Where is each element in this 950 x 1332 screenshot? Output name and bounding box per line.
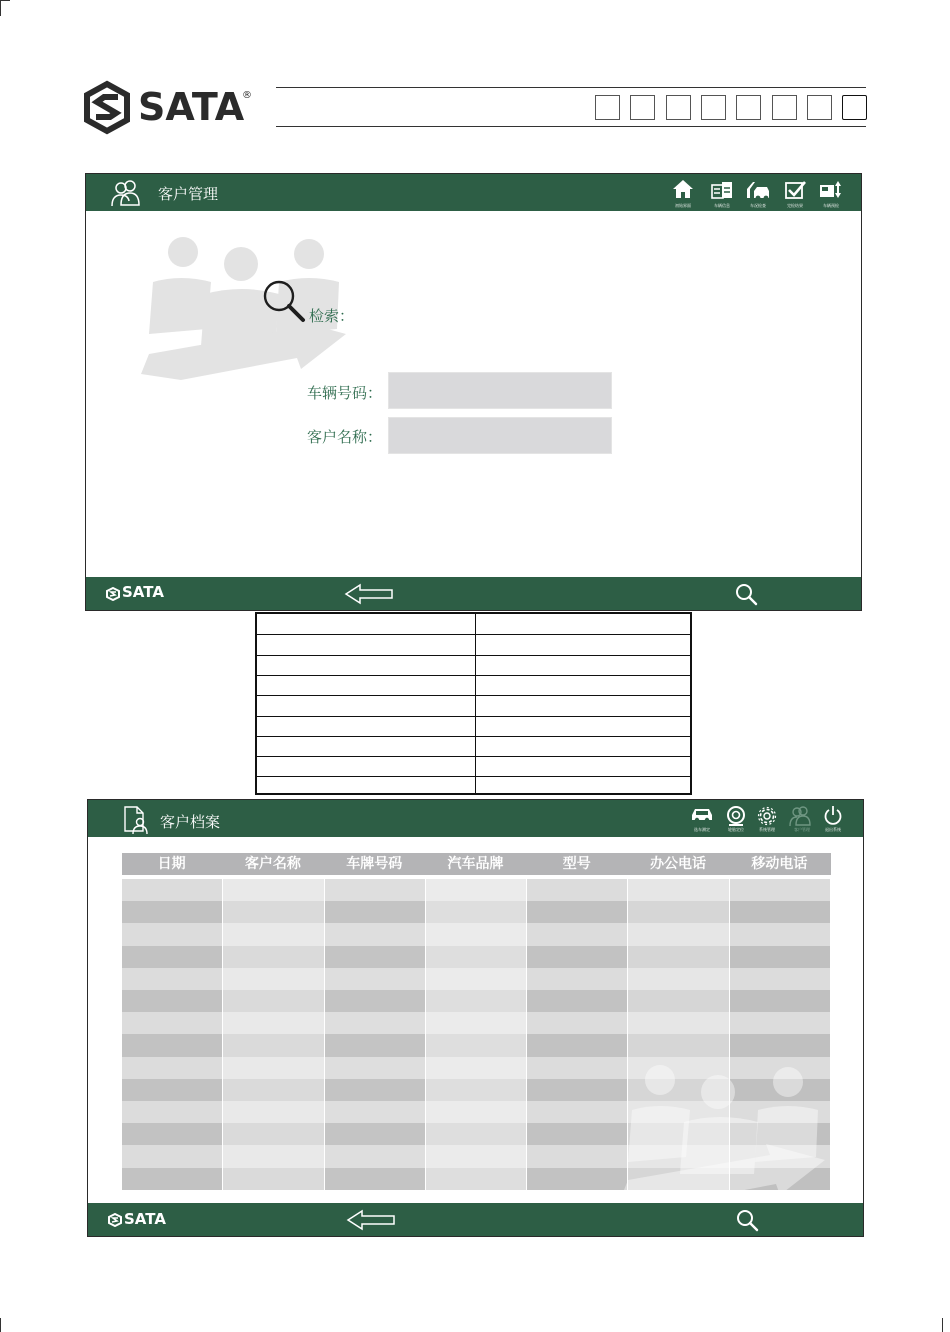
- column-header[interactable]: 移动电话: [751, 856, 808, 872]
- table-cell[interactable]: [426, 1145, 526, 1167]
- table-cell[interactable]: [122, 1079, 222, 1101]
- table-cell[interactable]: [730, 879, 830, 901]
- table-cell[interactable]: [223, 923, 323, 945]
- vehicle-check-caption: 车况检查: [750, 203, 766, 208]
- table-cell[interactable]: [628, 1034, 728, 1056]
- column-header[interactable]: 型号: [562, 856, 591, 872]
- people-watermark-icon: [620, 1062, 830, 1207]
- table-cell[interactable]: [122, 990, 222, 1012]
- crop-mark: [0, 0, 1, 16]
- table-cell[interactable]: [628, 879, 728, 901]
- customer-file-icon: [122, 805, 150, 835]
- power-icon[interactable]: [823, 805, 843, 825]
- table-row-line: [257, 655, 690, 656]
- table-cell[interactable]: [527, 879, 627, 901]
- table-cell[interactable]: [426, 1034, 526, 1056]
- table-cell[interactable]: [223, 1145, 323, 1167]
- table-cell[interactable]: [223, 1057, 323, 1079]
- crop-mark: [942, 1318, 943, 1332]
- plate-number-label: 车辆号码：: [307, 384, 383, 402]
- header-line-bottom: [276, 126, 866, 127]
- table-row-line: [257, 736, 690, 737]
- table-cell[interactable]: [122, 1034, 222, 1056]
- table-cell[interactable]: [730, 968, 830, 990]
- column-header[interactable]: 汽车品牌: [447, 856, 504, 872]
- table-cell[interactable]: [527, 1168, 627, 1190]
- customer-icon[interactable]: [789, 805, 813, 827]
- column-header[interactable]: 车牌号码: [346, 856, 403, 872]
- table-cell[interactable]: [426, 1012, 526, 1034]
- car-caption: 选车测定: [694, 827, 710, 832]
- table-cell[interactable]: [730, 1012, 830, 1034]
- table-cell[interactable]: [122, 901, 222, 923]
- column-header[interactable]: 日期: [157, 856, 186, 872]
- table-cell[interactable]: [527, 1123, 627, 1145]
- table-row-line: [257, 776, 690, 777]
- table-cell[interactable]: [223, 1079, 323, 1101]
- top-bar: [88, 800, 863, 837]
- page-index-box: [701, 95, 726, 120]
- table-cell[interactable]: [223, 1034, 323, 1056]
- home-caption: 初始界面: [675, 203, 691, 208]
- table-cell[interactable]: [122, 1012, 222, 1034]
- table-cell[interactable]: [730, 1034, 830, 1056]
- table-cell[interactable]: [527, 923, 627, 945]
- header-line-top: [276, 87, 866, 88]
- table-cell[interactable]: [122, 923, 222, 945]
- table-cell[interactable]: [628, 968, 728, 990]
- plate-number-input[interactable]: [388, 372, 612, 409]
- table-cell[interactable]: [325, 879, 425, 901]
- table-cell[interactable]: [325, 1034, 425, 1056]
- table-cell[interactable]: [730, 923, 830, 945]
- car-icon[interactable]: [690, 806, 714, 824]
- settings-icon[interactable]: [756, 805, 778, 827]
- table-cell[interactable]: [122, 1145, 222, 1167]
- table-cell[interactable]: [325, 923, 425, 945]
- customer-caption: 客户管理: [794, 827, 810, 832]
- sata-mark-icon: [106, 587, 120, 601]
- table-cell[interactable]: [426, 946, 526, 968]
- page-index-box: [842, 95, 867, 120]
- column-header[interactable]: 客户名称: [244, 856, 301, 872]
- table-cell[interactable]: [426, 1057, 526, 1079]
- vehicle-check-icon[interactable]: [745, 179, 771, 201]
- page-index-box: [595, 95, 620, 120]
- table-cell[interactable]: [223, 901, 323, 923]
- table-cell[interactable]: [223, 1012, 323, 1034]
- page-index-box: [666, 95, 691, 120]
- vehicle-lift-icon[interactable]: [818, 178, 844, 201]
- table-cell[interactable]: [426, 1079, 526, 1101]
- table-cell[interactable]: [628, 901, 728, 923]
- table-cell[interactable]: [223, 879, 323, 901]
- bottom-bar: [86, 577, 861, 610]
- registered-mark: ®: [242, 90, 252, 101]
- table-cell[interactable]: [426, 968, 526, 990]
- customer-table-header: [122, 853, 831, 875]
- page-index-box: [772, 95, 797, 120]
- table-row-line: [257, 634, 690, 635]
- tire-caption: 轮胎定位: [728, 827, 744, 832]
- screen-title: 客户档案: [160, 813, 221, 831]
- table-cell[interactable]: [223, 1123, 323, 1145]
- table-cell[interactable]: [325, 1079, 425, 1101]
- table-cell[interactable]: [325, 1101, 425, 1123]
- screen-title: 客户管理: [158, 185, 219, 203]
- sata-mark-icon: [108, 1213, 122, 1227]
- search-large-icon: [262, 279, 306, 323]
- table-cell[interactable]: [122, 1057, 222, 1079]
- table-cell[interactable]: [325, 1145, 425, 1167]
- confirm-icon[interactable]: [784, 179, 806, 201]
- table-cell[interactable]: [527, 946, 627, 968]
- table-cell[interactable]: [223, 1101, 323, 1123]
- page-index-box: [807, 95, 832, 120]
- table-cell[interactable]: [527, 1079, 627, 1101]
- table-cell[interactable]: [426, 1168, 526, 1190]
- bottom-bar: [88, 1203, 863, 1236]
- table-cell[interactable]: [628, 923, 728, 945]
- table-cell[interactable]: [527, 1012, 627, 1034]
- settings-caption: 系统管理: [759, 827, 775, 832]
- vehicle-info-caption: 车辆信息: [714, 203, 730, 208]
- crop-mark: [0, 0, 10, 1]
- brand-logo-text: SATA: [138, 85, 245, 129]
- table-cell[interactable]: [223, 990, 323, 1012]
- table-cell[interactable]: [527, 1057, 627, 1079]
- table-cell[interactable]: [325, 990, 425, 1012]
- table-row-line: [257, 716, 690, 717]
- table-cell[interactable]: [628, 990, 728, 1012]
- back-arrow-icon[interactable]: [346, 1209, 396, 1231]
- table-cell[interactable]: [426, 1101, 526, 1123]
- home-icon[interactable]: [672, 178, 694, 200]
- table-cell[interactable]: [325, 946, 425, 968]
- customer-management-screen: [85, 173, 862, 611]
- search-icon[interactable]: [734, 582, 758, 606]
- back-arrow-icon[interactable]: [344, 583, 394, 605]
- table-divider: [475, 614, 476, 793]
- table-cell[interactable]: [325, 901, 425, 923]
- table-cell[interactable]: [325, 1012, 425, 1034]
- customer-name-label: 客户名称：: [307, 428, 383, 446]
- table-row-line: [257, 695, 690, 696]
- table-row-line: [257, 675, 690, 676]
- table-cell[interactable]: [527, 1145, 627, 1167]
- table-cell[interactable]: [223, 1168, 323, 1190]
- table-cell[interactable]: [122, 1101, 222, 1123]
- vehicle-info-icon[interactable]: [710, 179, 734, 201]
- vehicle-lift-caption: 车辆预检: [823, 203, 839, 208]
- table-cell[interactable]: [122, 1168, 222, 1190]
- tire-icon[interactable]: [725, 805, 747, 827]
- top-bar: [86, 174, 861, 211]
- table-cell[interactable]: [730, 990, 830, 1012]
- table-cell[interactable]: [426, 990, 526, 1012]
- table-cell[interactable]: [325, 1057, 425, 1079]
- table-cell[interactable]: [122, 1123, 222, 1145]
- customers-icon: [110, 179, 144, 207]
- table-cell[interactable]: [122, 879, 222, 901]
- search-label: 检索：: [309, 307, 355, 325]
- column-header[interactable]: 办公电话: [650, 856, 707, 872]
- table-cell[interactable]: [527, 1101, 627, 1123]
- search-icon[interactable]: [735, 1208, 759, 1232]
- customer-name-input[interactable]: [388, 417, 612, 454]
- crop-mark: [0, 1318, 1, 1332]
- table-cell[interactable]: [527, 968, 627, 990]
- table-cell[interactable]: [223, 968, 323, 990]
- table-cell[interactable]: [426, 1123, 526, 1145]
- power-caption: 退出系统: [825, 827, 841, 832]
- table-cell[interactable]: [223, 946, 323, 968]
- table-cell[interactable]: [122, 946, 222, 968]
- table-cell[interactable]: [325, 1168, 425, 1190]
- table-cell[interactable]: [122, 968, 222, 990]
- footer-brand: SATA: [122, 583, 164, 601]
- confirm-caption: 完检结果: [787, 203, 803, 208]
- page-index-box: [630, 95, 655, 120]
- table-cell[interactable]: [527, 901, 627, 923]
- table-cell[interactable]: [730, 946, 830, 968]
- table-cell[interactable]: [325, 968, 425, 990]
- table-cell[interactable]: [325, 1123, 425, 1145]
- table-cell[interactable]: [527, 990, 627, 1012]
- footer-brand: SATA: [124, 1210, 166, 1228]
- table-cell[interactable]: [426, 901, 526, 923]
- table-cell[interactable]: [628, 946, 728, 968]
- blank-parts-table: [255, 612, 692, 795]
- table-cell[interactable]: [730, 901, 830, 923]
- table-cell[interactable]: [628, 1012, 728, 1034]
- table-row-line: [257, 756, 690, 757]
- table-cell[interactable]: [527, 1034, 627, 1056]
- table-cell[interactable]: [426, 879, 526, 901]
- page-index-box: [736, 95, 761, 120]
- table-cell[interactable]: [426, 923, 526, 945]
